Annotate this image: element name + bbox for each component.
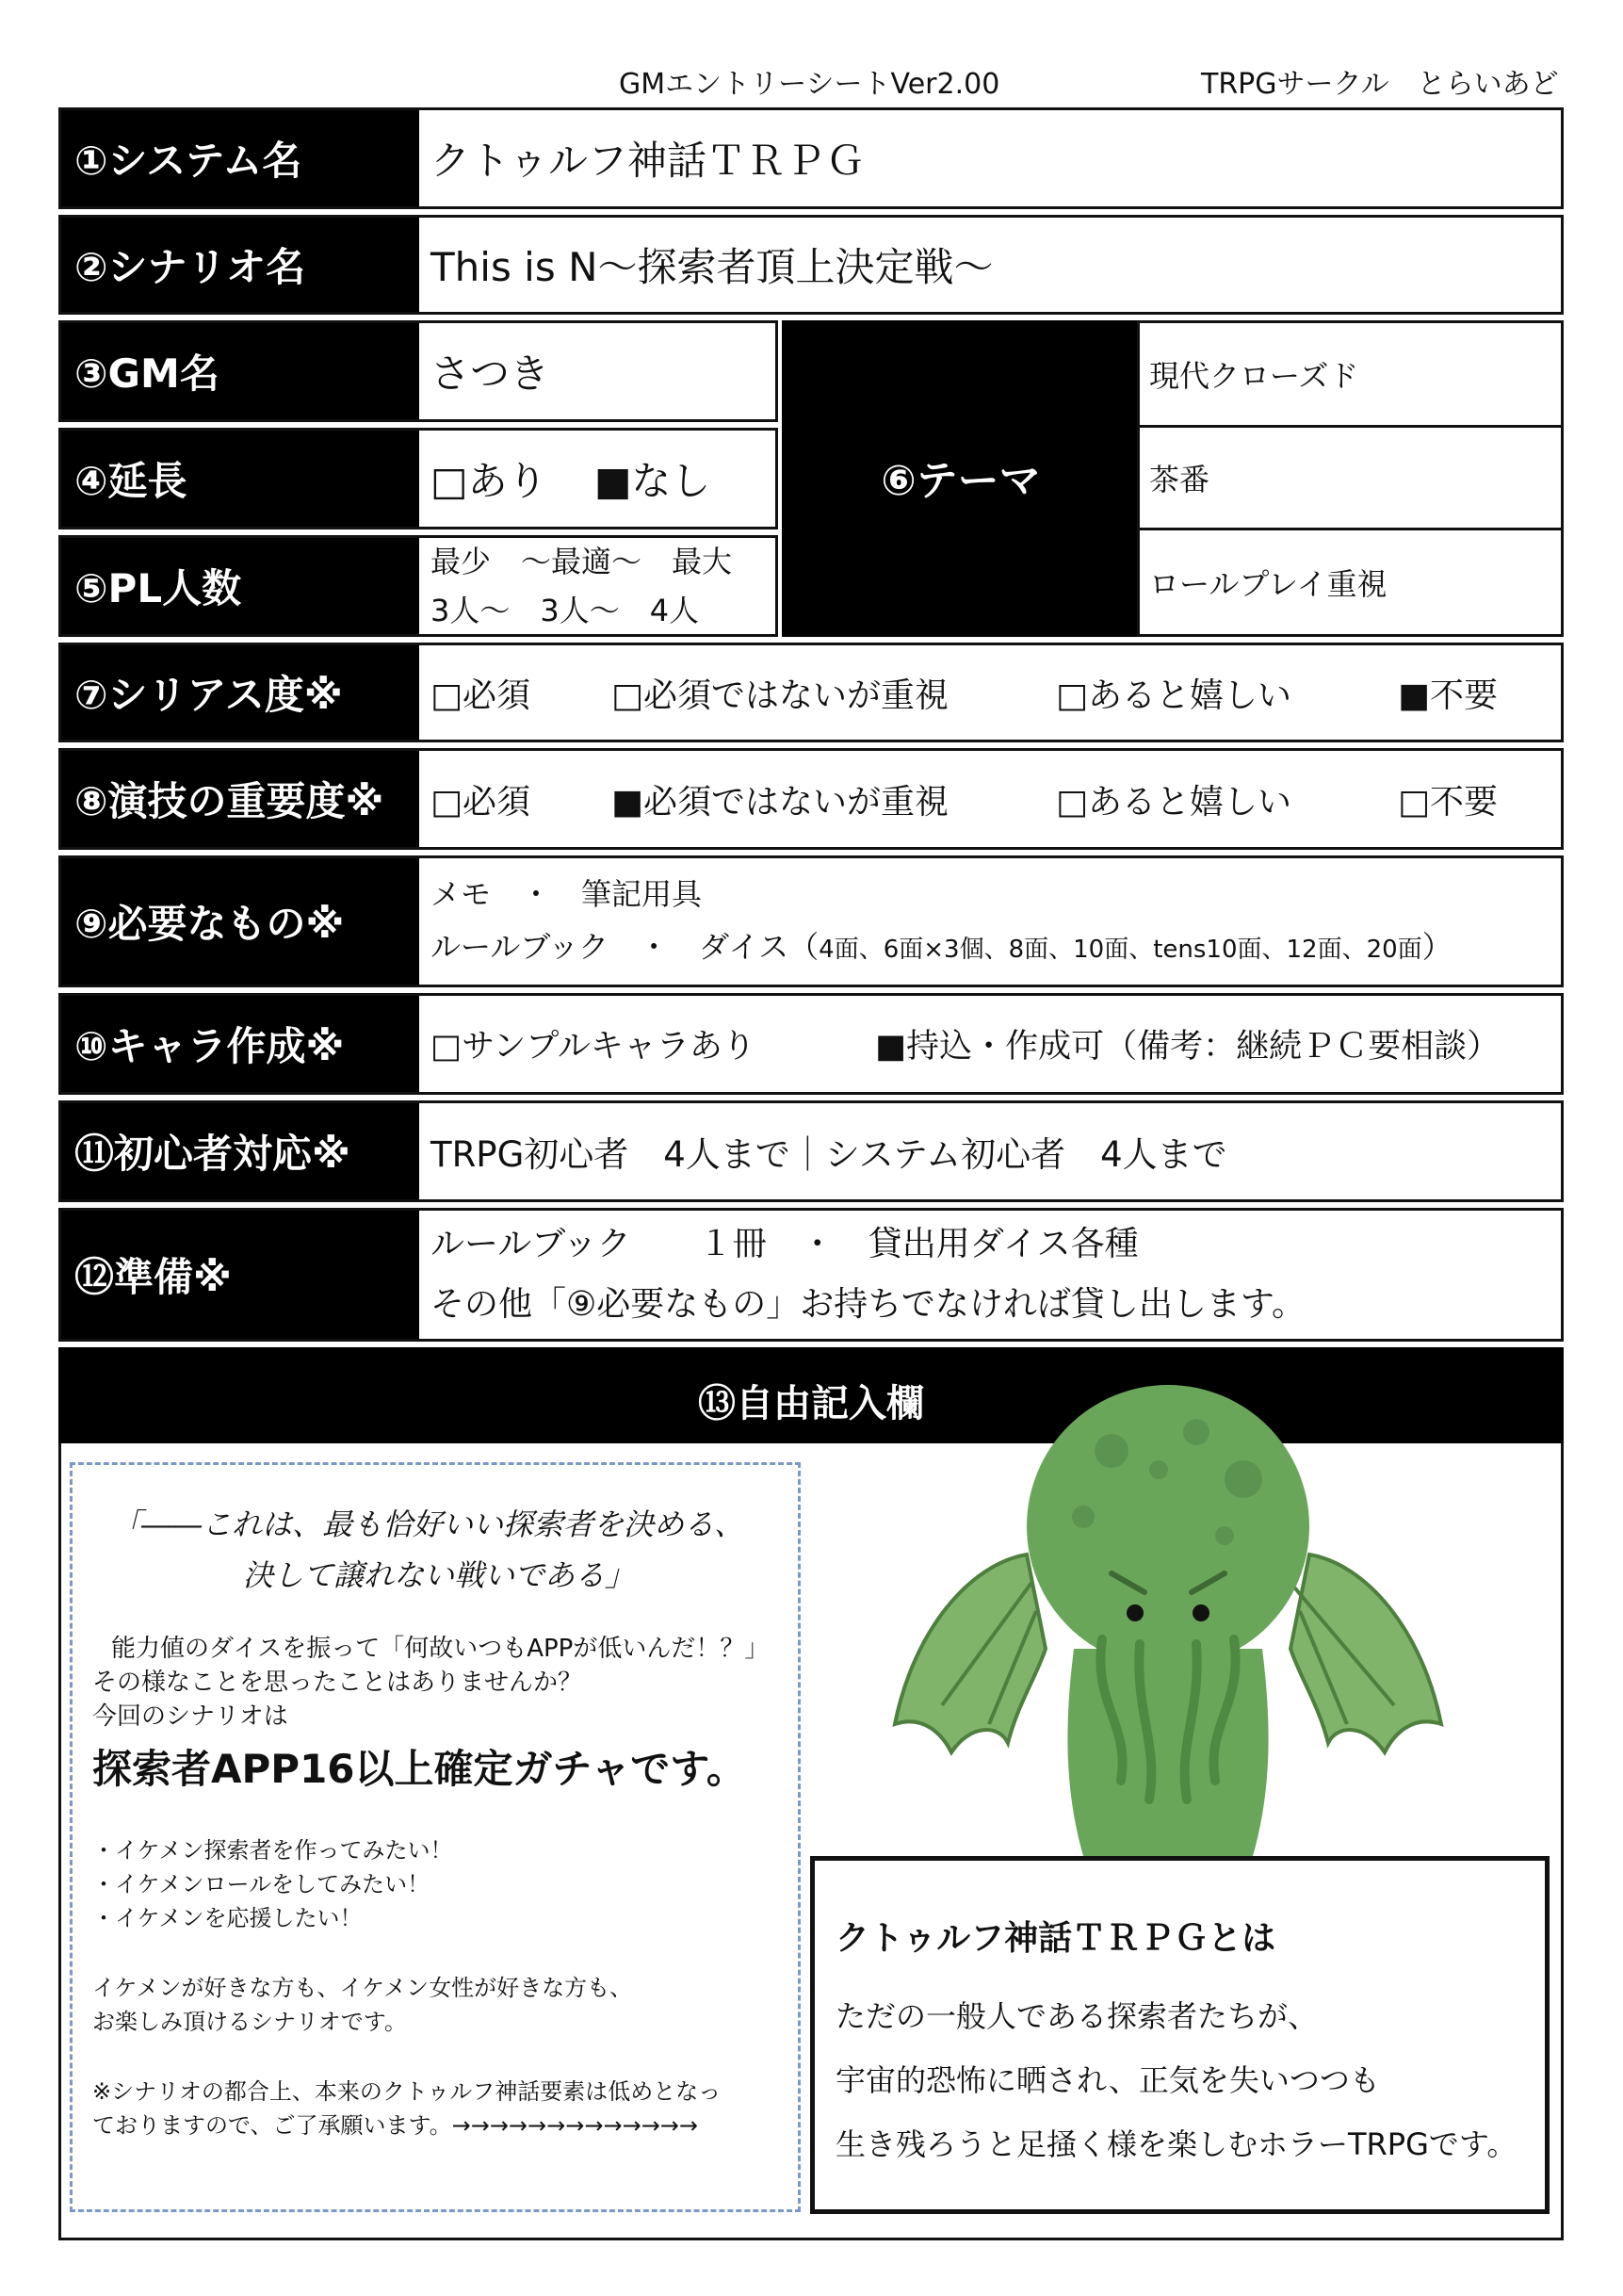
free-bullet-3: ・イケメンを応援したい！ (92, 1905, 363, 1931)
needed-line-2: ルールブック ・ ダイス（ (430, 928, 820, 965)
extension-row (58, 428, 778, 529)
free-para-5: お楽しみ頂けるシナリオです。 (92, 2009, 407, 2035)
serious-option-required: □必須 (430, 676, 531, 715)
info-line-1: ただの一般人である探索者たちが、 (836, 1998, 1319, 2034)
acting-option-none: □不要 (1398, 782, 1499, 822)
beginner-label: ⑪初心者対応※ (61, 1103, 419, 1199)
chara-row (58, 993, 1564, 1095)
free-para-4: イケメンが好きな方も、イケメン女性が好きな方も、 (92, 1975, 633, 2001)
serious-label: ⑦シリアス度※ (61, 645, 419, 740)
serious-option-none: ■不要 (1398, 676, 1499, 715)
info-title: クトゥルフ神話ＴＲＰＧとは (836, 1919, 1276, 1958)
serious-option-important: □必須ではないが重視 (611, 676, 949, 715)
gm-row (58, 320, 778, 422)
theme-label: ⑥テーマ (881, 457, 1041, 505)
serious-row (58, 643, 1564, 742)
players-row (58, 535, 778, 637)
prep-line-2: その他「⑨必要なもの」お持ちでなければ貸し出します。 (430, 1285, 1307, 1324)
chara-option-bring: ■持込・作成可（備考：継続ＰＣ要相談） (875, 1028, 1501, 1066)
acting-label: ⑧演技の重要度※ (61, 751, 419, 847)
free-label: ⑬自由記入欄 (698, 1382, 924, 1425)
acting-row (58, 748, 1564, 850)
acting-option-nice: □あると嬉しい (1056, 782, 1292, 822)
scenario-row (58, 215, 1564, 315)
system-value: クトゥルフ神話ＴＲＰＧ (430, 138, 865, 184)
gm-value: さつき (430, 350, 550, 397)
needed-dice-list: 4面、6面×3個、8面、10面、tens10面、12面、20面 (819, 935, 1422, 964)
free-bullet-2: ・イケメンロールをしてみたい！ (92, 1871, 430, 1897)
free-para-7: ておりますので、ご了承願います。→→→→→→→→→→→→→ (92, 2112, 699, 2139)
extension-option-yes: □あり (430, 458, 547, 504)
chara-option-sample: □サンプルキャラあり (430, 1028, 755, 1066)
beginner-value: TRPG初心者 4人まで｜システム初心者 4人まで (430, 1134, 1227, 1175)
extension-label: ④延長 (61, 431, 419, 527)
acting-option-important: ■必須ではないが重視 (611, 782, 949, 822)
free-para-1: 能力値のダイスを振って「何故いつもAPPが低いんだ！？」 (111, 1635, 770, 1663)
scenario-value: This is N～探索者頂上決定戦～ (430, 244, 994, 290)
circle-name: TRPGサークル とらいあど (1201, 68, 1559, 101)
extension-option-no: ■なし (593, 458, 711, 504)
cthulhu-illustration (885, 1366, 1451, 1865)
serious-option-nice: □あると嬉しい (1056, 676, 1292, 715)
prep-row (58, 1208, 1564, 1342)
free-quote-line-1: 「――これは、最も恰好いい探索者を決める、 (111, 1506, 745, 1542)
free-para-6: ※シナリオの都合上、本来のクトゥルフ神話要素は低めとなっ (92, 2078, 722, 2105)
sheet-version: GMエントリーシートVer2.00 (619, 68, 1000, 101)
free-quote-line-2: 決して譲れない戦いである」 (243, 1557, 636, 1593)
scenario-label: ②シナリオ名 (61, 218, 419, 312)
free-bullet-1: ・イケメン探索者を作ってみたい！ (92, 1837, 453, 1864)
prep-label: ⑫準備※ (61, 1211, 419, 1339)
players-header: 最少 ～最適～ 最大 (430, 544, 733, 579)
acting-option-required: □必須 (430, 782, 531, 822)
info-line-3: 生き残ろうと足掻く様を楽しむホラーTRPGです。 (836, 2126, 1518, 2162)
players-counts: 3人～ 3人～ 4人 (430, 593, 700, 628)
players-label: ⑤PL人数 (61, 538, 419, 634)
theme-value-2: 茶番 (1137, 425, 1564, 530)
theme-label-block (782, 320, 1140, 637)
theme-value-1: 現代クローズド (1137, 320, 1564, 428)
system-label: ①システム名 (61, 110, 419, 206)
needed-label: ⑨必要なもの※ (61, 858, 419, 985)
needed-line-2-end: ） (1421, 928, 1453, 965)
info-line-2: 宇宙的恐怖に晒され、正気を失いつつも (836, 2062, 1380, 2098)
needed-line-1: メモ ・ 筆記用具 (430, 875, 703, 912)
chara-label: ⑩キャラ作成※ (61, 996, 419, 1092)
beginner-row (58, 1100, 1564, 1202)
theme-value-3: ロールプレイ重視 (1137, 528, 1564, 637)
cthulhu-info-box (810, 1856, 1550, 2214)
system-row (58, 107, 1564, 209)
needed-row (58, 855, 1564, 987)
prep-line-1: ルールブック １冊 ・ 貸出用ダイス各種 (430, 1225, 1139, 1263)
free-para-3: 今回のシナリオは (92, 1702, 288, 1731)
free-headline: 探索者APP16以上確定ガチャです。 (92, 1746, 746, 1792)
free-para-2: その様なことを思ったことはありませんか？ (92, 1669, 583, 1697)
gm-label: ③GM名 (61, 323, 419, 419)
